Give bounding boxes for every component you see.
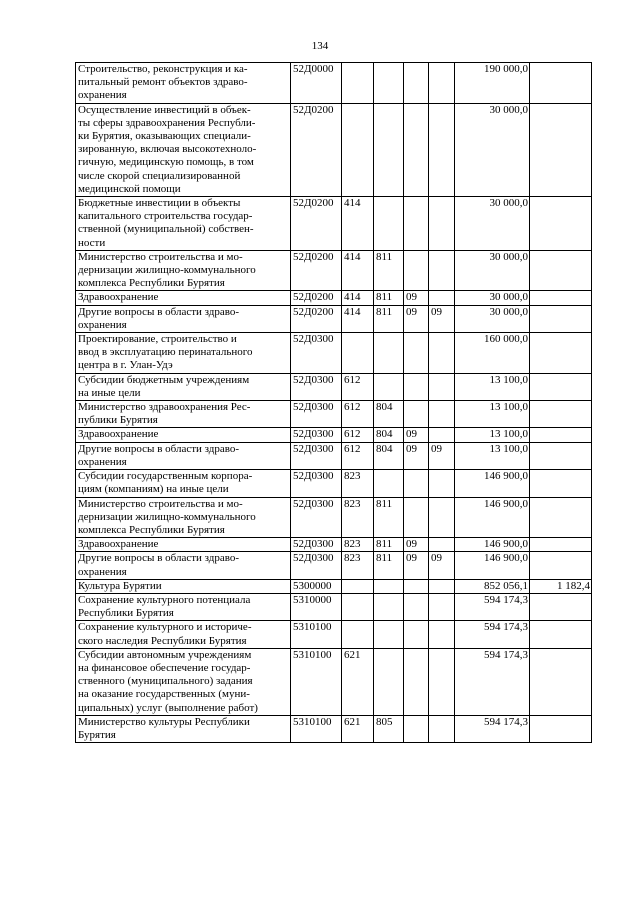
table-row bbox=[76, 250, 592, 291]
amount-cell: 146 900,0 bbox=[455, 497, 530, 538]
target-code-cell: 52Д0200 bbox=[291, 305, 342, 332]
table-row bbox=[76, 373, 592, 400]
extra-amount-cell bbox=[530, 291, 592, 305]
row-name-cell: Культура Бурятии bbox=[76, 579, 291, 593]
table-row bbox=[76, 497, 592, 538]
subsection-code-cell bbox=[429, 197, 455, 251]
table-row bbox=[76, 552, 592, 579]
expense-type-cell: 414 bbox=[342, 305, 374, 332]
expense-type-cell: 414 bbox=[342, 291, 374, 305]
section-code-cell: 09 bbox=[404, 305, 429, 332]
department-code-cell: 811 bbox=[374, 305, 404, 332]
expense-type-cell: 612 bbox=[342, 373, 374, 400]
extra-amount-cell bbox=[530, 648, 592, 715]
expense-type-cell: 414 bbox=[342, 197, 374, 251]
extra-amount-cell bbox=[530, 552, 592, 579]
table-row bbox=[76, 648, 592, 715]
section-code-cell: 09 bbox=[404, 442, 429, 469]
department-code-cell bbox=[374, 63, 404, 104]
target-code-cell: 5310000 bbox=[291, 593, 342, 620]
extra-amount-cell bbox=[530, 373, 592, 400]
subsection-code-cell: 09 bbox=[429, 442, 455, 469]
section-code-cell bbox=[404, 103, 429, 196]
target-code-cell: 52Д0200 bbox=[291, 291, 342, 305]
extra-amount-cell bbox=[530, 593, 592, 620]
subsection-code-cell bbox=[429, 333, 455, 374]
subsection-code-cell bbox=[429, 373, 455, 400]
row-name-cell: Министерство культуры Республики Бурятия bbox=[76, 715, 291, 742]
amount-cell: 30 000,0 bbox=[455, 291, 530, 305]
section-code-cell bbox=[404, 333, 429, 374]
table-row bbox=[76, 197, 592, 251]
expense-type-cell bbox=[342, 593, 374, 620]
row-name-cell: Строительство, реконструкция и ка- питальный ремонт объектов здраво- охранения bbox=[76, 63, 291, 104]
expense-type-cell: 823 bbox=[342, 497, 374, 538]
amount-cell: 852 056,1 bbox=[455, 579, 530, 593]
table-row bbox=[76, 103, 592, 196]
department-code-cell: 804 bbox=[374, 428, 404, 442]
section-code-cell: 09 bbox=[404, 552, 429, 579]
expense-type-cell bbox=[342, 103, 374, 196]
target-code-cell: 52Д0300 bbox=[291, 373, 342, 400]
subsection-code-cell bbox=[429, 470, 455, 497]
row-name-cell: Сохранение культурного потенциала Республики Бурятия bbox=[76, 593, 291, 620]
target-code-cell: 52Д0200 bbox=[291, 197, 342, 251]
department-code-cell: 804 bbox=[374, 442, 404, 469]
target-code-cell: 52Д0000 bbox=[291, 63, 342, 104]
amount-cell: 13 100,0 bbox=[455, 401, 530, 428]
table-row bbox=[76, 401, 592, 428]
section-code-cell bbox=[404, 648, 429, 715]
department-code-cell bbox=[374, 470, 404, 497]
target-code-cell: 52Д0300 bbox=[291, 470, 342, 497]
subsection-code-cell bbox=[429, 63, 455, 104]
target-code-cell: 5310100 bbox=[291, 621, 342, 648]
amount-cell: 13 100,0 bbox=[455, 373, 530, 400]
target-code-cell: 52Д0300 bbox=[291, 552, 342, 579]
subsection-code-cell bbox=[429, 497, 455, 538]
extra-amount-cell bbox=[530, 63, 592, 104]
expense-type-cell: 621 bbox=[342, 715, 374, 742]
extra-amount-cell bbox=[530, 442, 592, 469]
expense-type-cell: 823 bbox=[342, 552, 374, 579]
table-row bbox=[76, 715, 592, 742]
expense-type-cell: 414 bbox=[342, 250, 374, 291]
expense-type-cell bbox=[342, 333, 374, 374]
table-row bbox=[76, 579, 592, 593]
section-code-cell bbox=[404, 401, 429, 428]
section-code-cell bbox=[404, 621, 429, 648]
table-row bbox=[76, 305, 592, 332]
section-code-cell: 09 bbox=[404, 291, 429, 305]
subsection-code-cell bbox=[429, 401, 455, 428]
table-row bbox=[76, 428, 592, 442]
expense-type-cell: 823 bbox=[342, 538, 374, 552]
section-code-cell bbox=[404, 373, 429, 400]
row-name-cell: Другие вопросы в области здраво- охранения bbox=[76, 442, 291, 469]
department-code-cell bbox=[374, 648, 404, 715]
row-name-cell: Субсидии государственным корпора- циям (компаниям) на иные цели bbox=[76, 470, 291, 497]
department-code-cell bbox=[374, 621, 404, 648]
table-row bbox=[76, 291, 592, 305]
amount-cell: 30 000,0 bbox=[455, 103, 530, 196]
table-row bbox=[76, 621, 592, 648]
extra-amount-cell bbox=[530, 103, 592, 196]
department-code-cell: 811 bbox=[374, 552, 404, 579]
extra-amount-cell bbox=[530, 333, 592, 374]
section-code-cell bbox=[404, 715, 429, 742]
row-name-cell: Проектирование, строительство и ввод в эксплуатацию перинатального центра в г. Улан-Удэ bbox=[76, 333, 291, 374]
target-code-cell: 52Д0200 bbox=[291, 103, 342, 196]
target-code-cell: 52Д0300 bbox=[291, 442, 342, 469]
target-code-cell: 52Д0300 bbox=[291, 497, 342, 538]
extra-amount-cell bbox=[530, 470, 592, 497]
amount-cell: 594 174,3 bbox=[455, 621, 530, 648]
expense-type-cell bbox=[342, 621, 374, 648]
row-name-cell: Министерство строительства и мо- дернизации жилищно-коммунального комплекса Республики Бурятия bbox=[76, 250, 291, 291]
subsection-code-cell: 09 bbox=[429, 305, 455, 332]
department-code-cell: 804 bbox=[374, 401, 404, 428]
section-code-cell bbox=[404, 63, 429, 104]
table-row bbox=[76, 593, 592, 620]
table-row bbox=[76, 442, 592, 469]
amount-cell: 160 000,0 bbox=[455, 333, 530, 374]
subsection-code-cell bbox=[429, 593, 455, 620]
row-name-cell: Субсидии автономным учреждениям на финансовое обеспечение государ- ственного (муниципального) задания на оказание государственных (муни- ципальных) услуг (выполнение работ) bbox=[76, 648, 291, 715]
subsection-code-cell bbox=[429, 428, 455, 442]
section-code-cell bbox=[404, 497, 429, 538]
extra-amount-cell bbox=[530, 428, 592, 442]
row-name-cell: Осуществление инвестиций в объек- ты сферы здравоохранения Республи- ки Бурятия, оказывающих специали- зированную, включая высокотехноло- гичную, медицинскую помощь, в том числе скорой специализированной медицинской помощи bbox=[76, 103, 291, 196]
expense-type-cell: 612 bbox=[342, 401, 374, 428]
section-code-cell bbox=[404, 579, 429, 593]
department-code-cell: 811 bbox=[374, 250, 404, 291]
extra-amount-cell bbox=[530, 497, 592, 538]
table-row bbox=[76, 63, 592, 104]
expense-type-cell: 612 bbox=[342, 442, 374, 469]
extra-amount-cell: 1 182,4 bbox=[530, 579, 592, 593]
amount-cell: 146 900,0 bbox=[455, 552, 530, 579]
target-code-cell: 52Д0300 bbox=[291, 333, 342, 374]
subsection-code-cell bbox=[429, 250, 455, 291]
subsection-code-cell bbox=[429, 579, 455, 593]
row-name-cell: Здравоохранение bbox=[76, 538, 291, 552]
extra-amount-cell bbox=[530, 197, 592, 251]
amount-cell: 13 100,0 bbox=[455, 428, 530, 442]
table-row bbox=[76, 538, 592, 552]
department-code-cell bbox=[374, 579, 404, 593]
subsection-code-cell bbox=[429, 538, 455, 552]
row-name-cell: Здравоохранение bbox=[76, 428, 291, 442]
department-code-cell bbox=[374, 593, 404, 620]
department-code-cell: 805 bbox=[374, 715, 404, 742]
department-code-cell: 811 bbox=[374, 538, 404, 552]
amount-cell: 190 000,0 bbox=[455, 63, 530, 104]
row-name-cell: Бюджетные инвестиции в объекты капитального строительства государ- ственной (муниципальной) собствен- ности bbox=[76, 197, 291, 251]
expense-type-cell: 621 bbox=[342, 648, 374, 715]
section-code-cell: 09 bbox=[404, 428, 429, 442]
expense-type-cell bbox=[342, 63, 374, 104]
target-code-cell: 5300000 bbox=[291, 579, 342, 593]
department-code-cell bbox=[374, 197, 404, 251]
amount-cell: 30 000,0 bbox=[455, 197, 530, 251]
target-code-cell: 52Д0300 bbox=[291, 428, 342, 442]
expense-type-cell: 823 bbox=[342, 470, 374, 497]
department-code-cell bbox=[374, 103, 404, 196]
target-code-cell: 52Д0300 bbox=[291, 401, 342, 428]
row-name-cell: Министерство строительства и мо- дернизации жилищно-коммунального комплекса Республики Бурятия bbox=[76, 497, 291, 538]
budget-table bbox=[75, 62, 592, 743]
amount-cell: 30 000,0 bbox=[455, 250, 530, 291]
expense-type-cell: 612 bbox=[342, 428, 374, 442]
amount-cell: 13 100,0 bbox=[455, 442, 530, 469]
row-name-cell: Здравоохранение bbox=[76, 291, 291, 305]
subsection-code-cell bbox=[429, 621, 455, 648]
extra-amount-cell bbox=[530, 250, 592, 291]
amount-cell: 594 174,3 bbox=[455, 715, 530, 742]
target-code-cell: 5310100 bbox=[291, 715, 342, 742]
amount-cell: 30 000,0 bbox=[455, 305, 530, 332]
department-code-cell: 811 bbox=[374, 291, 404, 305]
subsection-code-cell bbox=[429, 103, 455, 196]
department-code-cell bbox=[374, 373, 404, 400]
subsection-code-cell bbox=[429, 715, 455, 742]
extra-amount-cell bbox=[530, 305, 592, 332]
extra-amount-cell bbox=[530, 621, 592, 648]
page-number: 134 bbox=[311, 40, 329, 52]
amount-cell: 146 900,0 bbox=[455, 538, 530, 552]
table-row bbox=[76, 470, 592, 497]
target-code-cell: 52Д0300 bbox=[291, 538, 342, 552]
section-code-cell bbox=[404, 593, 429, 620]
row-name-cell: Сохранение культурного и историче- ского наследия Республики Бурятия bbox=[76, 621, 291, 648]
amount-cell: 594 174,3 bbox=[455, 593, 530, 620]
expense-type-cell bbox=[342, 579, 374, 593]
section-code-cell bbox=[404, 250, 429, 291]
row-name-cell: Субсидии бюджетным учреждениям на иные цели bbox=[76, 373, 291, 400]
section-code-cell: 09 bbox=[404, 538, 429, 552]
subsection-code-cell: 09 bbox=[429, 552, 455, 579]
department-code-cell: 811 bbox=[374, 497, 404, 538]
amount-cell: 594 174,3 bbox=[455, 648, 530, 715]
section-code-cell bbox=[404, 470, 429, 497]
extra-amount-cell bbox=[530, 715, 592, 742]
amount-cell: 146 900,0 bbox=[455, 470, 530, 497]
target-code-cell: 5310100 bbox=[291, 648, 342, 715]
row-name-cell: Другие вопросы в области здраво- охранения bbox=[76, 305, 291, 332]
extra-amount-cell bbox=[530, 401, 592, 428]
extra-amount-cell bbox=[530, 538, 592, 552]
subsection-code-cell bbox=[429, 648, 455, 715]
subsection-code-cell bbox=[429, 291, 455, 305]
row-name-cell: Министерство здравоохранения Рес- публики Бурятия bbox=[76, 401, 291, 428]
department-code-cell bbox=[374, 333, 404, 374]
target-code-cell: 52Д0200 bbox=[291, 250, 342, 291]
budget-table-body bbox=[76, 63, 592, 743]
section-code-cell bbox=[404, 197, 429, 251]
table-row bbox=[76, 333, 592, 374]
row-name-cell: Другие вопросы в области здраво- охранения bbox=[76, 552, 291, 579]
